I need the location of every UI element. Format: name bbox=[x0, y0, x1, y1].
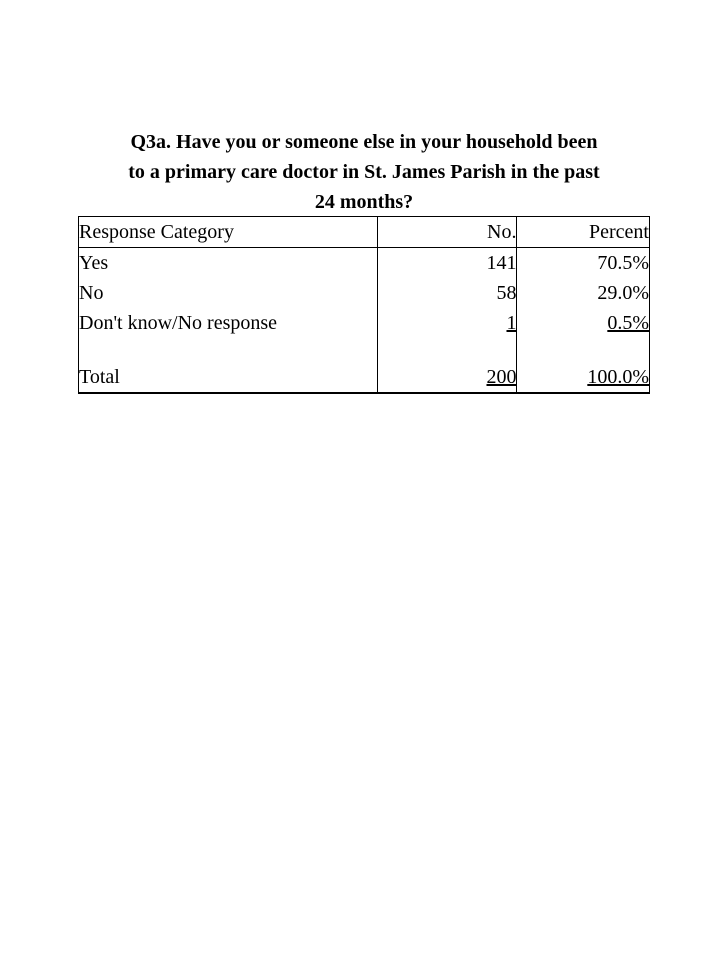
row-label: Don't know/No response bbox=[79, 308, 378, 338]
row-count-value: 1 bbox=[506, 312, 517, 334]
row-percent: 29.0% bbox=[517, 278, 650, 308]
row-percent bbox=[517, 308, 650, 338]
row-percent: 70.5% bbox=[517, 248, 650, 279]
row-percent-value: 0.5% bbox=[607, 312, 649, 334]
total-row bbox=[79, 362, 650, 393]
question-title bbox=[78, 127, 650, 217]
row-count: 141 bbox=[378, 248, 517, 279]
header-response-category: Response Category bbox=[79, 217, 378, 248]
spacer-row bbox=[79, 338, 650, 362]
row-count: 58 bbox=[378, 278, 517, 308]
question-line-3: 24 months? bbox=[314, 191, 414, 213]
row-label: Yes bbox=[79, 248, 378, 279]
table-row bbox=[79, 308, 650, 338]
total-percent-value: 100.0% bbox=[587, 366, 649, 388]
total-label: Total bbox=[79, 362, 378, 393]
total-count-value: 200 bbox=[486, 366, 517, 388]
question-line-1: Q3a. Have you or someone else in your household been bbox=[130, 131, 598, 153]
question-line-2: to a primary care doctor in St. James Parish in the past bbox=[128, 161, 600, 183]
table-row bbox=[79, 248, 650, 279]
row-count bbox=[378, 308, 517, 338]
header-percent: Percent bbox=[517, 217, 650, 248]
row-label: No bbox=[79, 278, 378, 308]
table-header-row bbox=[79, 217, 650, 248]
total-percent bbox=[517, 362, 650, 393]
results-table bbox=[78, 216, 650, 394]
total-count bbox=[378, 362, 517, 393]
header-count: No. bbox=[378, 217, 517, 248]
table-row bbox=[79, 278, 650, 308]
